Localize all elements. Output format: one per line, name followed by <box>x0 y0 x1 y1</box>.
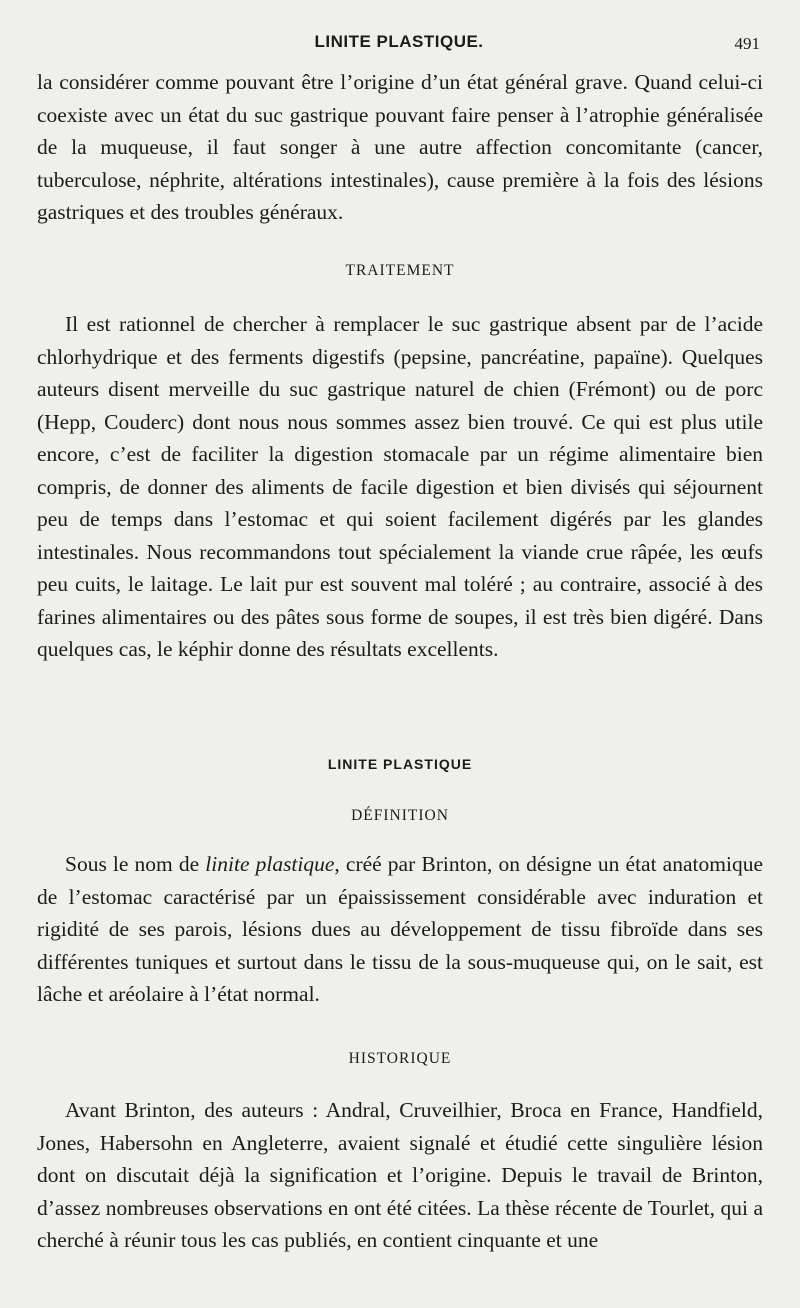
running-title: LINITE PLASTIQUE. <box>314 32 484 51</box>
page-number: 491 <box>734 34 760 53</box>
definition-heading: DÉFINITION <box>351 807 449 824</box>
definition-term: linite plastique <box>205 852 335 876</box>
historique-heading: HISTORIQUE <box>348 1050 452 1067</box>
linite-heading: LINITE PLASTIQUE <box>327 756 473 772</box>
definition-rest: , créé par Brinton, on désigne un état anatomique de l’estomac caractérisé par un épaississement considérable avec induration et rigidité de ses parois, lésions dues au développement de tissu fibroïde dans ses différentes tuniques et surtout dans le tissu de la sous-muqueuse qui, on le sait, est lâche et aréolaire à l’état normal. <box>37 852 763 1006</box>
definition-block <box>37 848 763 1011</box>
definition-intro: Sous le nom de <box>65 852 206 876</box>
traitement-block <box>37 308 763 666</box>
running-head <box>34 30 764 56</box>
opening-paragraph-block <box>37 66 763 229</box>
traitement-paragraph: Il est rationnel de chercher à remplacer le suc gastrique absent par de l’acide chlorhydrique et des ferments digestifs (pepsine, pancréatine, papaïne). Quelques auteurs disent merveille du suc gastrique naturel de chien (Frémont) ou de porc (Hepp, Couderc) dont nous nous sommes assez bien trouvé. Ce qui est plus utile encore, c’est de faciliter la digestion stomacale par un régime alimentaire bien compris, de donner des aliments de facile digestion et bien divisés qui séjournent peu de temps dans l’estomac et qui soient facilement digérés par les glandes intestinales. Nous recommandons tout spécialement la viande crue râpée, les œufs peu cuits, le laitage. Le lait pur est souvent mal toléré ; au contraire, associé à des farines alimentaires ou des pâtes sous forme de soupes, il est très bien digéré. Dans quelques cas, le képhir donne des résultats excellents. <box>37 312 763 661</box>
traitement-heading: TRAITEMENT <box>345 262 455 279</box>
opening-paragraph: la considérer comme pouvant être l’origine d’un état général grave. Quand celui-ci coexiste avec un état du suc gastrique pouvant faire penser à l’atrophie généralisée de la muqueuse, il faut songer à une autre affection concomitante (cancer, tuberculose, néphrite, altérations intestinales), cause première à la fois des lésions gastriques et des troubles généraux. <box>37 70 763 224</box>
historique-paragraph: Avant Brinton, des auteurs : Andral, Cruveilhier, Broca en France, Handfield, Jones, Habersohn en Angleterre, avaient signalé et étudié cette singulière lésion dont on discutait déjà la signification et l’origine. Depuis le travail de Brinton, d’assez nombreuses observations en ont été citées. La thèse récente de Tourlet, qui a cherché à réunir tous les cas publiés, en contient cinquante et une <box>37 1098 763 1252</box>
historique-block <box>37 1094 763 1257</box>
definition-paragraph <box>37 848 763 1011</box>
